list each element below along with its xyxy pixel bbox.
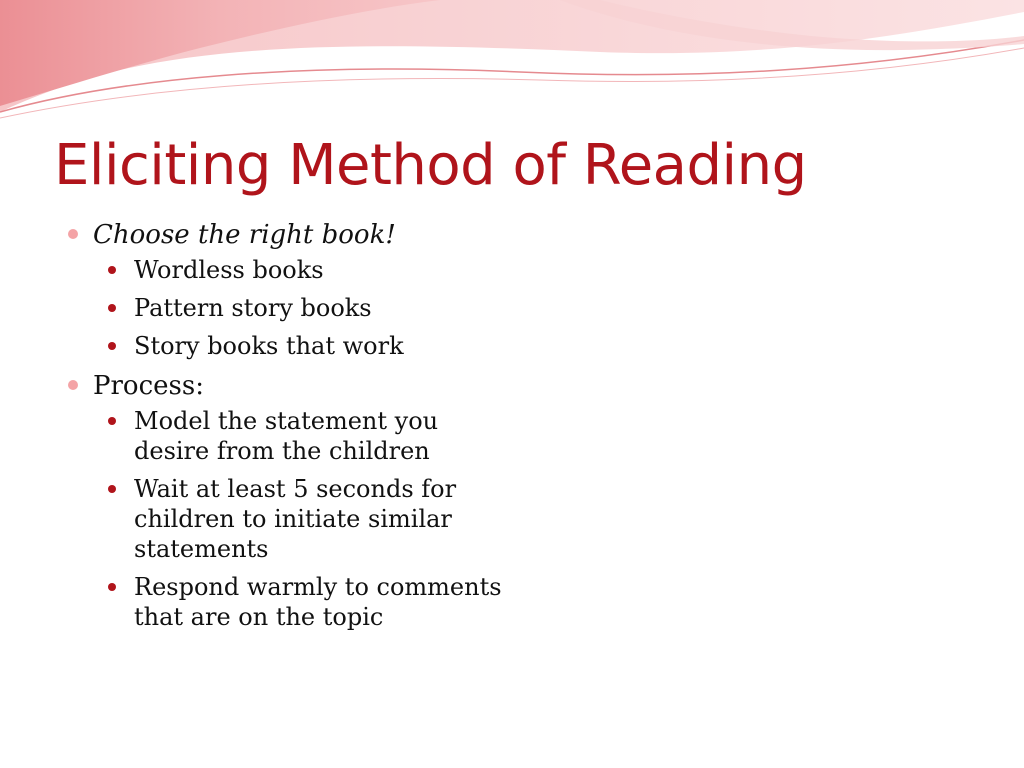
sub-bullet-text: Story books that work — [134, 332, 404, 360]
sub-bullet-item — [93, 572, 514, 632]
sub-bullet-text: Respond warmly to comments that are on the topic — [134, 573, 502, 631]
sub-bullet-text: Wordless books — [134, 256, 324, 284]
sub-bullet-dot — [108, 583, 116, 591]
sub-bullet-dot — [108, 266, 116, 274]
slide-title: Eliciting Method of Reading — [54, 133, 807, 198]
sub-bullet-item — [93, 293, 514, 323]
sub-bullet-item — [93, 474, 514, 564]
sub-bullet-text: Pattern story books — [134, 294, 372, 322]
bullet-text: Choose the right book! — [93, 220, 396, 250]
sub-bullet-text: Model the statement you desire from the children — [134, 407, 439, 465]
bullet-dot — [68, 380, 78, 390]
sub-bullet-dot — [108, 342, 116, 350]
bullet-item — [62, 369, 562, 632]
sub-bullet-dot — [108, 304, 116, 312]
sub-bullet-item — [93, 255, 514, 285]
bullet-list — [62, 216, 562, 640]
sub-bullet-item — [93, 406, 514, 466]
sub-bullet-dot — [108, 417, 116, 425]
bullet-item — [62, 218, 562, 361]
sub-bullet-list — [93, 255, 562, 361]
sub-bullet-item — [93, 331, 514, 361]
sub-bullet-list — [93, 406, 562, 632]
sub-bullet-text: Wait at least 5 seconds for children to initiate similar statements — [134, 475, 457, 563]
bullet-dot — [68, 229, 78, 239]
sub-bullet-dot — [108, 485, 116, 493]
bullet-text: Process: — [93, 371, 204, 401]
decorative-swoosh — [0, 0, 1024, 130]
